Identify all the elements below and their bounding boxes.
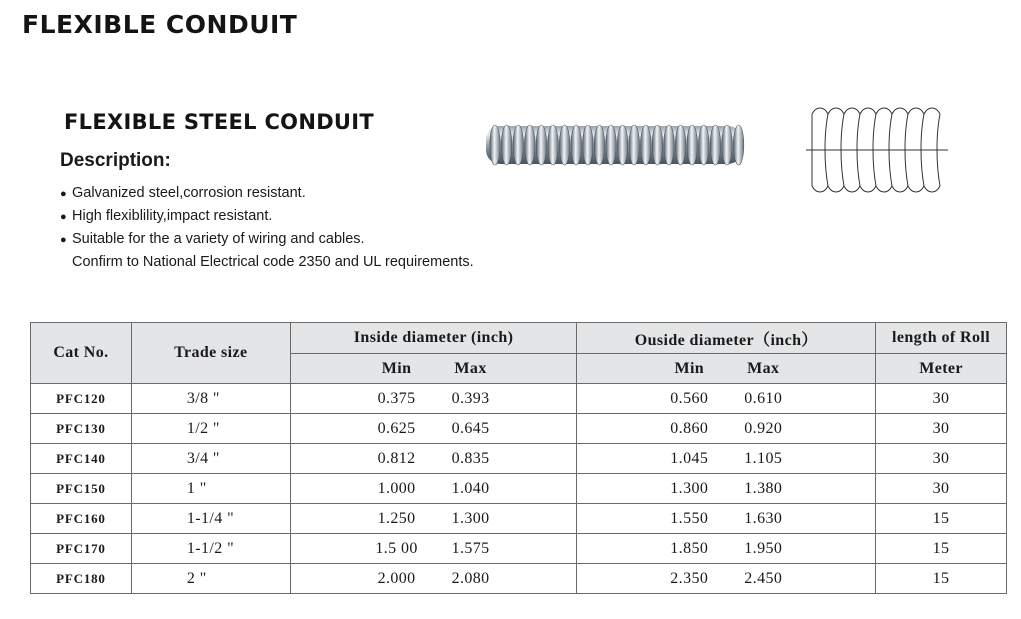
outside-diameter-cell (577, 384, 876, 414)
inside-diameter-cell (290, 474, 577, 504)
conduit-ridge (548, 125, 558, 165)
outside-diameter-cell (577, 564, 876, 594)
inside-max-value: 2.080 (451, 569, 490, 587)
table-row (31, 474, 1007, 504)
inside-max-value: 0.835 (451, 449, 490, 467)
bullet-icon: ● (60, 188, 67, 200)
description-note: Confirm to National Electrical code 2350 and UL requirements. (72, 254, 474, 270)
table-row (31, 444, 1007, 474)
conduit-ridge (594, 125, 604, 165)
inside-max-value: 1.300 (451, 509, 490, 527)
inside-diameter-cell (290, 444, 577, 474)
conduit-ridge (571, 125, 581, 165)
outside-max-value: 0.610 (744, 389, 783, 407)
header-meter: Meter (876, 354, 1007, 384)
cat-no-cell: PFC130 (31, 414, 132, 444)
outside-diameter-cell (577, 534, 876, 564)
cat-no-cell: PFC120 (31, 384, 132, 414)
outside-max-value: 1.380 (744, 479, 783, 497)
conduit-ridge (664, 125, 674, 165)
inside-diameter-cell (290, 564, 577, 594)
cat-no-cell: PFC180 (31, 564, 132, 594)
trade-size-cell: 1 " (131, 474, 290, 504)
outside-diameter-cell (577, 474, 876, 504)
outside-min-value: 1.045 (670, 449, 709, 467)
inside-min-value: 0.625 (377, 419, 416, 437)
conduit-ridge (559, 125, 569, 165)
outside-diameter-cell (577, 504, 876, 534)
conduit-ridge (501, 125, 511, 165)
outside-min-value: 1.550 (670, 509, 709, 527)
page-title: FLEXIBLE CONDUIT (22, 10, 298, 39)
trade-size-cell: 2 " (131, 564, 290, 594)
conduit-ridge (490, 125, 500, 165)
table-row (31, 534, 1007, 564)
outside-max-value: 1.105 (744, 449, 783, 467)
inside-min-value: 0.375 (377, 389, 416, 407)
specification-rows (31, 384, 1007, 594)
inside-min-value: 0.812 (377, 449, 416, 467)
inside-diameter-cell (290, 534, 577, 564)
outside-min-value: 0.860 (670, 419, 709, 437)
conduit-ridge (583, 125, 593, 165)
header-inside-diameter: Inside diameter (inch) (290, 323, 577, 354)
conduit-ridge (710, 125, 720, 165)
inside-diameter-cell (290, 504, 577, 534)
header-trade-size: Trade size (131, 323, 290, 384)
table-row (31, 384, 1007, 414)
length-cell: 30 (876, 414, 1007, 444)
outside-max-value: 0.920 (744, 419, 783, 437)
table-row (31, 414, 1007, 444)
conduit-ridge (617, 125, 627, 165)
cat-no-cell: PFC150 (31, 474, 132, 504)
conduit-ridge (629, 125, 639, 165)
inside-min-value: 1.000 (377, 479, 416, 497)
outside-min-value: 1.850 (670, 539, 709, 557)
conduit-ridge (513, 125, 523, 165)
table-row (31, 564, 1007, 594)
specification-table (30, 322, 1007, 594)
inside-diameter-cell (290, 414, 577, 444)
conduit-ridge (722, 125, 732, 165)
header-outside-min-max: Min Max (577, 354, 876, 384)
flexible-steel-conduit-photo (484, 118, 746, 174)
cat-no-cell: PFC160 (31, 504, 132, 534)
conduit-ridge (641, 125, 651, 165)
description-heading: Description: (60, 150, 171, 171)
description-item: ● Suitable for the a variety of wiring and cables. (60, 231, 365, 247)
description-item: ● Galvanized steel,corrosion resistant. (60, 185, 306, 201)
length-cell: 15 (876, 564, 1007, 594)
outside-max-value: 1.630 (744, 509, 783, 527)
bullet-icon: ● (60, 234, 67, 246)
conduit-ridge (606, 125, 616, 165)
conduit-ridge (699, 125, 709, 165)
outside-max-value: 2.450 (744, 569, 783, 587)
trade-size-cell: 1-1/4 " (131, 504, 290, 534)
length-cell: 15 (876, 504, 1007, 534)
conduit-ridge (733, 125, 743, 165)
header-length-of-roll: length of Roll (876, 323, 1007, 354)
outside-diameter-cell (577, 414, 876, 444)
outside-min-value: 2.350 (670, 569, 709, 587)
inside-max-value: 0.393 (451, 389, 490, 407)
header-outside-diameter: Ouside diameter（inch） (577, 323, 876, 354)
conduit-line-drawing (802, 104, 950, 196)
trade-size-cell: 1/2 " (131, 414, 290, 444)
trade-size-cell: 3/8 " (131, 384, 290, 414)
conduit-ridge (652, 125, 662, 165)
description-item: ● High flexiblility,impact resistant. (60, 208, 273, 224)
inside-diameter-cell (290, 384, 577, 414)
outside-max-value: 1.950 (744, 539, 783, 557)
inside-min-value: 1.250 (377, 509, 416, 527)
outside-min-value: 1.300 (670, 479, 709, 497)
conduit-ridge (536, 125, 546, 165)
trade-size-cell: 1-1/2 " (131, 534, 290, 564)
conduit-ridge (687, 125, 697, 165)
length-cell: 30 (876, 384, 1007, 414)
inside-min-value: 2.000 (377, 569, 416, 587)
conduit-ridge (675, 125, 685, 165)
cat-no-cell: PFC170 (31, 534, 132, 564)
length-cell: 15 (876, 534, 1007, 564)
header-cat-no: Cat No. (31, 323, 132, 384)
description-list (60, 184, 474, 276)
product-title: FLEXIBLE STEEL CONDUIT (64, 110, 375, 134)
inside-max-value: 1.575 (451, 539, 490, 557)
trade-size-cell: 3/4 " (131, 444, 290, 474)
header-inside-min-max: Min Max (290, 354, 577, 384)
inside-max-value: 1.040 (451, 479, 490, 497)
bullet-icon: ● (60, 211, 67, 223)
outside-min-value: 0.560 (670, 389, 709, 407)
inside-min-value: 1.5 00 (375, 539, 418, 557)
length-cell: 30 (876, 474, 1007, 504)
outside-diameter-cell (577, 444, 876, 474)
inside-max-value: 0.645 (451, 419, 490, 437)
length-cell: 30 (876, 444, 1007, 474)
conduit-ridge (525, 125, 535, 165)
table-row (31, 504, 1007, 534)
cat-no-cell: PFC140 (31, 444, 132, 474)
